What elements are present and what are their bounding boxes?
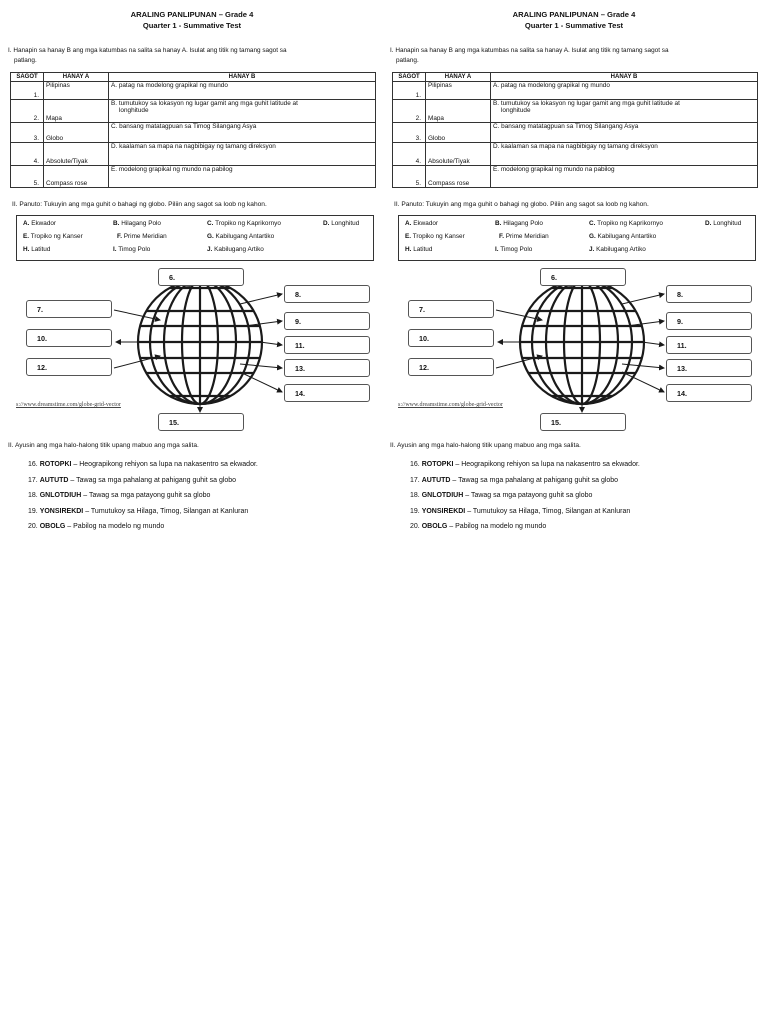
hanay-a-cell: Pilipinas (44, 82, 109, 100)
scramble-item (28, 504, 258, 520)
column-header-hanay-a: HANAY A (44, 73, 109, 82)
choice-text: Longhitud (713, 220, 742, 227)
column-header-sagot: SAGOT (393, 73, 426, 82)
choice-letter: H. (405, 246, 412, 253)
blank-box-14[interactable]: 14. (666, 384, 752, 402)
hanay-b-cell (109, 143, 376, 166)
item-number: 19. (28, 507, 38, 515)
scramble-item (410, 519, 640, 535)
hanay-b-cell (491, 123, 758, 143)
item-number: 16. (28, 461, 38, 468)
choice-item (495, 220, 543, 227)
choice-text: Kabilugang Artiko (596, 246, 646, 253)
hanay-b-text: B. tumutukoy sa lokasyon ng lugar gamit ang mga guhit latitude at (493, 100, 680, 107)
choice-item (589, 233, 656, 240)
hanay-b-text: D. kaalaman sa mapa na nagbibigay ng tamang direksyon (111, 143, 276, 150)
blank-box-14[interactable]: 14. (284, 384, 370, 402)
column-header-sagot: SAGOT (11, 73, 44, 82)
matching-row (393, 100, 758, 123)
hanay-b-text: A. patag na modelong grapikal ng mundo (493, 82, 610, 89)
worksheet-subtitle: Quarter 1 - Summative Test (142, 21, 242, 30)
matching-row (393, 82, 758, 100)
choice-text: Tropiko ng Kaprikornyo (215, 220, 281, 227)
choice-text: Tropiko ng Kanser (30, 233, 83, 240)
scrambled-word: OBOLG (39, 523, 66, 530)
choice-letter: F. (499, 233, 504, 240)
choice-letter: J. (207, 246, 213, 253)
blank-box-7[interactable]: 7. (408, 300, 494, 318)
blank-box-15[interactable]: 15. (158, 413, 244, 431)
hanay-a-cell: Globo (426, 123, 491, 143)
scramble-list (410, 457, 640, 535)
choice-item (589, 220, 663, 227)
globe-diagram (10, 266, 380, 436)
matching-table-header (11, 73, 376, 82)
choice-item (705, 220, 741, 227)
answer-cell[interactable]: 1. (11, 82, 44, 100)
matching-table (10, 72, 376, 188)
hanay-b-text: A. patag na modelong grapikal ng mundo (111, 82, 228, 89)
blank-box-6[interactable]: 6. (540, 268, 626, 286)
choice-letter: B. (113, 220, 120, 227)
choice-item (23, 233, 83, 240)
scrambled-word: AUTUTD (39, 476, 69, 484)
matching-table (392, 72, 758, 188)
answer-cell[interactable]: 4. (393, 143, 426, 166)
blank-box-8[interactable]: 8. (284, 285, 370, 303)
hanay-a-cell: Mapa (426, 100, 491, 123)
column-header-hanay-b: HANAY B (491, 73, 758, 82)
globe-icon (138, 280, 262, 404)
matching-row (11, 166, 376, 188)
blank-box-13[interactable]: 13. (284, 359, 370, 377)
item-number: 18. (410, 492, 420, 499)
item-number: 18. (28, 492, 38, 499)
matching-row (11, 100, 376, 123)
choice-text: Ekwador (413, 220, 439, 227)
choice-letter: C. (207, 220, 214, 227)
item-number: 17. (410, 476, 420, 484)
scramble-item (410, 488, 640, 504)
scrambled-word: YONSIREKDI (421, 507, 466, 515)
choice-letter: G. (589, 233, 596, 240)
part2-instruction: II. Panuto: Tukuyin ang mga guhit o bahagi ng globo. Piliin ang sagot sa loob ng kahon. (394, 201, 649, 208)
part3-instruction: II. Ayusin ang mga halo-halong titik upang mabuo ang mga salita. (390, 442, 581, 449)
item-description: – Tawag sa mga patayong guhit sa globo (463, 492, 593, 499)
item-description: – Heograpikong rehiyon sa lupa na nakasentro sa ekwador. (453, 461, 640, 468)
choice-letter: G. (207, 233, 214, 240)
choice-item (207, 220, 281, 227)
part1-instruction-line1: I. Hanapin sa hanay B ang mga katumbas na salita sa hanay A. Isulat ang titik ng tamang sagot sa (390, 47, 669, 54)
scramble-item (28, 519, 258, 535)
choice-item (117, 233, 167, 240)
part1-instruction (8, 46, 368, 66)
choice-letter: F. (117, 233, 122, 240)
scrambled-word: YONSIREKDI (39, 507, 84, 515)
globe-icon (520, 280, 644, 404)
item-number: 19. (410, 507, 420, 515)
part1-instruction-line2: patlang. (396, 57, 419, 64)
hanay-b-text: C. bansang matatagpuan sa Timog Silangang Asya (111, 123, 257, 130)
hanay-b-cell (491, 143, 758, 166)
worksheet-page-right (388, 0, 760, 560)
worksheet-title: ARALING PANLIPUNAN – Grade 4 (130, 10, 254, 19)
item-description: – Tumutukoy sa Hilaga, Timog, Silangan at Kanluran (83, 507, 249, 515)
hanay-b-cell (109, 166, 376, 188)
choice-text: Tropiko ng Kaprikornyo (597, 220, 663, 227)
choice-item (323, 220, 359, 227)
choice-item (589, 246, 646, 253)
choice-letter: E. (23, 233, 30, 240)
choice-letter: H. (23, 246, 30, 253)
item-number: 20. (28, 523, 38, 530)
choice-text: Latitud (31, 246, 51, 253)
hanay-a-cell: Absolute/Tiyak (44, 143, 109, 166)
choice-letter: B. (495, 220, 502, 227)
choice-item (23, 220, 56, 227)
item-number: 20. (410, 523, 420, 530)
choice-item (495, 246, 532, 253)
hanay-b-text: E. modelong grapikal ng mundo na pabilog (493, 166, 615, 173)
answer-cell[interactable]: 2. (11, 100, 44, 123)
blank-box-12[interactable]: 12. (26, 358, 112, 376)
part1-instruction (390, 46, 750, 66)
hanay-b-text: D. kaalaman sa mapa na nagbibigay ng tamang direksyon (493, 143, 658, 150)
choice-text: Timog Polo (118, 246, 151, 253)
blank-box-15[interactable]: 15. (540, 413, 626, 431)
scramble-item (28, 488, 258, 504)
column-header-hanay-a: HANAY A (426, 73, 491, 82)
choice-text: Hilagang Polo (503, 220, 543, 227)
choice-letter: A. (405, 220, 412, 227)
choice-letter: D. (705, 220, 712, 227)
matching-row (393, 123, 758, 143)
globe-diagram (392, 266, 762, 436)
choice-text: Timog Polo (500, 246, 533, 253)
blank-box-9[interactable]: 9. (284, 312, 370, 330)
item-number: 17. (28, 476, 38, 484)
scrambled-word: ROTOPKI (39, 461, 72, 468)
blank-box-8[interactable]: 8. (666, 285, 752, 303)
choice-letter: I. (113, 246, 117, 253)
scrambled-word: OBOLG (421, 523, 448, 530)
item-description: – Heograpikong rehiyon sa lupa na nakasentro sa ekwador. (71, 461, 258, 468)
worksheet-title: ARALING PANLIPUNAN – Grade 4 (512, 10, 636, 19)
worksheet-subtitle: Quarter 1 - Summative Test (524, 21, 624, 30)
scramble-list (28, 457, 258, 535)
choice-letter: A. (23, 220, 30, 227)
hanay-b-cell (109, 82, 376, 100)
hanay-b-cell (109, 123, 376, 143)
hanay-b-cell (491, 100, 758, 123)
item-description: – Tawag sa mga pahalang at pahigang guhit sa globo (68, 476, 237, 484)
matching-row (11, 82, 376, 100)
choice-item (499, 233, 549, 240)
scrambled-word: ROTOPKI (421, 461, 454, 468)
blank-box-11[interactable]: 11. (666, 336, 752, 354)
blank-box-7[interactable]: 7. (26, 300, 112, 318)
choice-item (207, 233, 274, 240)
answer-cell[interactable]: 3. (11, 123, 44, 143)
part3-instruction: II. Ayusin ang mga halo-halong titik upang mabuo ang mga salita. (8, 442, 199, 449)
scrambled-word: GNLOTDIUH (39, 492, 82, 499)
choice-text: Ekwador (31, 220, 57, 227)
choice-text: Kabilugang Antartiko (215, 233, 275, 240)
scrambled-word: AUTUTD (421, 476, 451, 484)
blank-box-10[interactable]: 10. (26, 329, 112, 347)
choice-text: Longhitud (331, 220, 360, 227)
choice-text: Prime Meridian (123, 233, 167, 240)
hanay-a-cell: Pilipinas (426, 82, 491, 100)
hanay-b-text: B. tumutukoy sa lokasyon ng lugar gamit ang mga guhit latitude at (111, 100, 298, 107)
choice-letter: D. (323, 220, 330, 227)
choice-letter: E. (405, 233, 412, 240)
hanay-a-cell: Compass rose (44, 166, 109, 188)
answer-cell[interactable]: 3. (393, 123, 426, 143)
part1-instruction-line1: I. Hanapin sa hanay B ang mga katumbas na salita sa hanay A. Isulat ang titik ng tamang sagot sa (8, 47, 287, 54)
choice-item (405, 220, 438, 227)
blank-box-11[interactable]: 11. (284, 336, 370, 354)
answer-choices-box (16, 215, 374, 261)
item-description: – Pabilog na modelo ng mundo (447, 523, 547, 530)
choice-item (207, 246, 264, 253)
choice-letter: J. (589, 246, 595, 253)
answer-cell[interactable]: 4. (11, 143, 44, 166)
item-number: 16. (410, 461, 420, 468)
blank-box-12[interactable]: 12. (408, 358, 494, 376)
choice-text: Prime Meridian (505, 233, 549, 240)
image-credit: s://www.dreamstime.com/globe-grid-vector (16, 402, 121, 408)
hanay-a-cell: Globo (44, 123, 109, 143)
answer-cell[interactable]: 5. (11, 166, 44, 188)
hanay-a-cell: Mapa (44, 100, 109, 123)
scramble-item (410, 504, 640, 520)
hanay-a-cell: Compass rose (426, 166, 491, 188)
choice-text: Latitud (413, 246, 433, 253)
answer-choices-box (398, 215, 756, 261)
part2-instruction: II. Panuto: Tukuyin ang mga guhit o bahagi ng globo. Piliin ang sagot sa loob ng kahon. (12, 201, 267, 208)
part1-instruction-line2: patlang. (14, 57, 37, 64)
item-description: – Tumutukoy sa Hilaga, Timog, Silangan at Kanluran (465, 507, 631, 515)
hanay-b-text: E. modelong grapikal ng mundo na pabilog (111, 166, 233, 173)
item-description: – Tawag sa mga patayong guhit sa globo (81, 492, 211, 499)
choice-text: Tropiko ng Kanser (412, 233, 465, 240)
scramble-item (410, 473, 640, 489)
choice-letter: I. (495, 246, 499, 253)
matching-row (393, 143, 758, 166)
hanay-a-cell: Absolute/Tiyak (426, 143, 491, 166)
hanay-b-cell (109, 100, 376, 123)
choice-item (113, 220, 161, 227)
hanay-b-text: C. bansang matatagpuan sa Timog Silangang Asya (493, 123, 639, 130)
worksheet-page-left (6, 0, 378, 560)
choice-item (23, 246, 50, 253)
scramble-item (410, 457, 640, 473)
choice-text: Hilagang Polo (121, 220, 161, 227)
matching-row (11, 143, 376, 166)
matching-table-header (393, 73, 758, 82)
scramble-item (28, 457, 258, 473)
choice-item (405, 246, 432, 253)
choice-item (405, 233, 465, 240)
hanay-b-cell (491, 82, 758, 100)
matching-row (11, 123, 376, 143)
image-credit: s://www.dreamstime.com/globe-grid-vector (398, 402, 503, 408)
scramble-item (28, 473, 258, 489)
item-description: – Tawag sa mga pahalang at pahigang guhit sa globo (450, 476, 619, 484)
blank-box-13[interactable]: 13. (666, 359, 752, 377)
answer-cell[interactable]: 2. (393, 100, 426, 123)
blank-box-10[interactable]: 10. (408, 329, 494, 347)
scrambled-word: GNLOTDIUH (421, 492, 464, 499)
item-description: – Pabilog na modelo ng mundo (65, 523, 165, 530)
choice-letter: C. (589, 220, 596, 227)
choice-text: Kabilugang Artiko (214, 246, 264, 253)
blank-box-6[interactable]: 6. (158, 268, 244, 286)
choice-item (113, 246, 150, 253)
column-header-hanay-b: HANAY B (109, 73, 376, 82)
hanay-b-text-cont: longhitude (119, 107, 149, 114)
matching-row (393, 166, 758, 188)
blank-box-9[interactable]: 9. (666, 312, 752, 330)
answer-cell[interactable]: 5. (393, 166, 426, 188)
hanay-b-text-cont: longhitude (501, 107, 531, 114)
choice-text: Kabilugang Antartiko (597, 233, 657, 240)
answer-cell[interactable]: 1. (393, 82, 426, 100)
hanay-b-cell (491, 166, 758, 188)
